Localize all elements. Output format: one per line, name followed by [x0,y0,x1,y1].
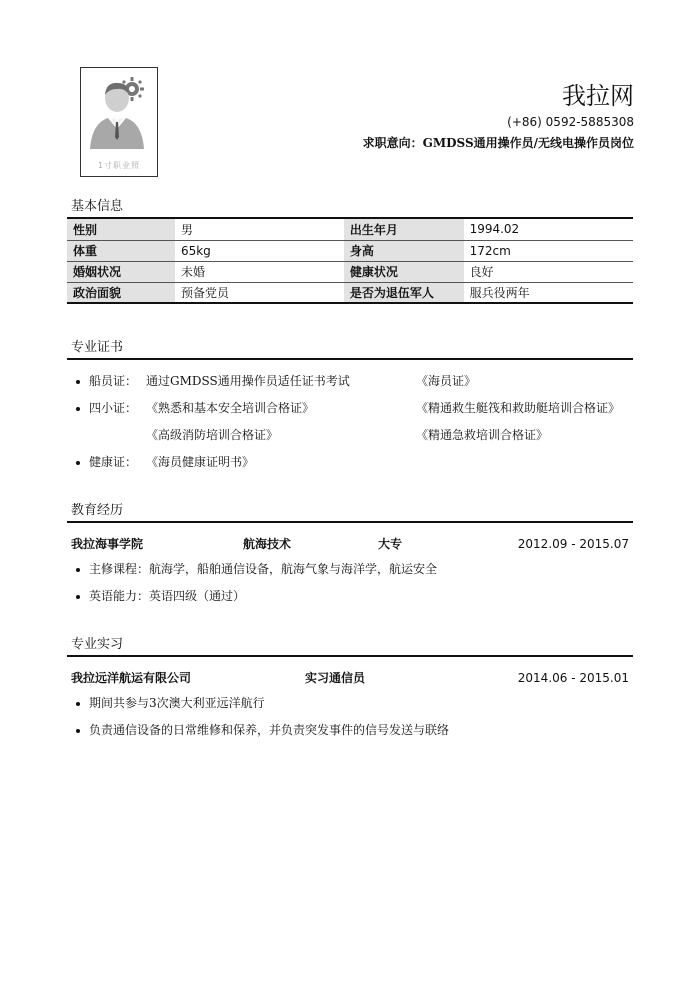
field-label: 婚姻状况 [67,261,175,282]
cert-name: 《精通救生艇筏和救助艇培训合格证》 [416,401,621,415]
table-row [67,261,633,282]
avatar-placeholder-icon [84,71,154,161]
date-range: 2012.09 - 2015.07 [517,537,629,551]
cert-name: 《精通急救培训合格证》 [416,428,549,442]
school-name: 我拉海事学院 [71,537,144,551]
section-title: 专业证书 [71,340,124,355]
list-item [67,556,633,583]
field-value: 良好 [464,261,633,282]
photo-caption: 1寸职业照 [97,161,141,170]
field-label: 出生年月 [344,219,464,240]
field-label: 体重 [67,240,175,261]
education-detail: 英语能力：英语四级（通过） [89,589,246,603]
section-title: 基本信息 [71,199,124,214]
list-item [67,583,633,610]
internship-section [67,635,633,744]
company-name: 我拉远洋航运有限公司 [71,671,192,685]
internship-entry-header [67,666,633,690]
degree: 大专 [378,537,403,551]
list-item [67,422,633,449]
bullet-icon [76,595,80,599]
bullet-icon [76,461,80,465]
education-detail: 主修课程：航海学，船舶通信设备，航海气象与海洋学，航运安全 [89,562,438,576]
field-value: 服兵役两年 [464,282,633,303]
table-row [67,282,633,303]
bullet-icon [76,407,80,411]
table-row [67,240,633,261]
cert-name: 《熟悉和基本安全培训合格证》 [146,401,315,415]
internship-detail: 期间共参与3次澳大利亚远洋航行 [89,696,265,710]
basic-info-section [67,197,633,304]
list-item [67,395,633,422]
cert-label: 船员证： [89,374,138,388]
section-title: 教育经历 [71,503,124,518]
list-item [67,368,633,395]
field-value: 未婚 [175,261,344,282]
major: 航海技术 [243,537,292,551]
field-label: 健康状况 [344,261,464,282]
certificates-section [67,338,633,476]
field-value: 男 [175,219,344,240]
candidate-name: 我拉网 [562,82,634,110]
phone-number: (+86) 0592-5885308 [507,115,634,129]
list-item [67,717,633,744]
education-section [67,501,633,610]
field-label: 政治面貌 [67,282,175,303]
profile-photo [80,67,158,177]
bullet-icon [76,702,80,706]
list-item [67,690,633,717]
bullet-icon [76,568,80,572]
section-title: 专业实习 [71,637,124,652]
date-range: 2014.06 - 2015.01 [517,671,629,685]
job-intent: 求职意向：GMDSS通用操作员/无线电操作员岗位 [362,136,634,150]
field-value: 预备党员 [175,282,344,303]
internship-detail: 负责通信设备的日常维修和保养，并负责突发事件的信号发送与联络 [89,723,450,737]
bullet-icon [76,380,80,384]
cert-name: 《海员证》 [416,374,477,388]
job-role: 实习通信员 [305,671,366,685]
cert-name: 通过GMDSS通用操作员适任证书考试 [146,374,350,388]
cert-label: 四小证： [89,401,138,415]
field-value: 1994.02 [464,219,633,240]
field-value: 172cm [464,240,633,261]
field-label: 性别 [67,219,175,240]
field-value: 65kg [175,240,344,261]
field-label: 是否为退伍军人 [344,282,464,303]
cert-name: 《高级消防培训合格证》 [146,428,279,442]
table-row [67,219,633,240]
field-label: 身高 [344,240,464,261]
education-entry-header [67,532,633,556]
cert-name: 《海员健康证明书》 [146,455,255,469]
cert-label: 健康证： [89,455,138,469]
bullet-icon [76,729,80,733]
list-item [67,449,633,476]
basic-info-table [67,219,633,304]
